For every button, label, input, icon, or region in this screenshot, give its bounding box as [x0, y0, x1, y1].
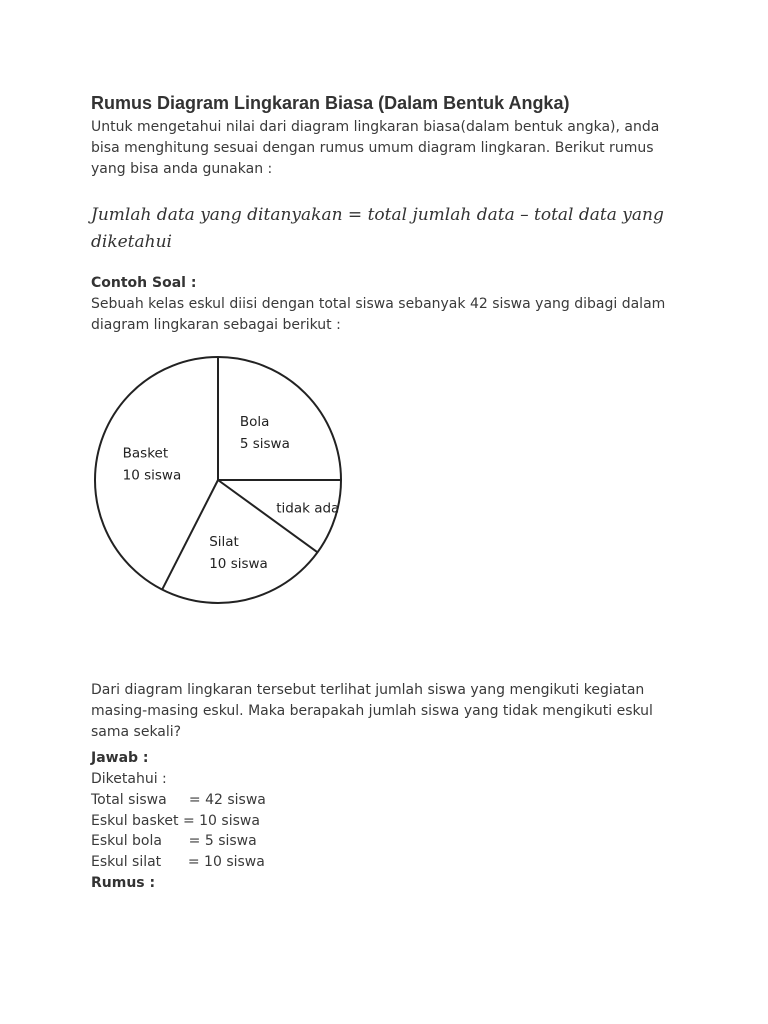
formula-text: Jumlah data yang ditanyakan = total jumlah data – total data yang diketahui: [91, 205, 664, 252]
contoh-heading: Contoh Soal :: [91, 275, 197, 291]
slice-label-bola-value: 5 siswa: [239, 436, 290, 453]
known-row-silat: Eskul silat = 10 siswa: [91, 854, 265, 871]
diketahui-label: Diketahui :: [91, 771, 167, 787]
rumus-heading: Rumus :: [91, 874, 156, 891]
pie-chart-svg: [91, 350, 351, 610]
answer-section: [91, 748, 491, 894]
slice-label-silat-name: Silat: [209, 533, 239, 550]
question-paragraph: Dari diagram lingkaran tersebut terlihat jumlah siswa yang mengikuti kegiatan masing-masing eskul. Maka berapakah jumlah siswa yang tidak mengikuti eskul sama sekali?: [91, 682, 653, 740]
page-title: Rumus Diagram Lingkaran Biasa (Dalam Bentuk Angka): [91, 93, 570, 113]
slice-label-basket-name: Basket: [122, 445, 169, 462]
slice-label-silat-value: 10 siswa: [209, 555, 268, 572]
intro-paragraph: Untuk mengetahui nilai dari diagram lingkaran biasa(dalam bentuk angka), anda bisa menghitung sesuai dengan rumus umum diagram lingkaran. Berikut rumus yang bisa anda gunakan :: [91, 119, 660, 177]
known-row-basket: Eskul basket = 10 siswa: [91, 812, 260, 829]
slice-label-bola-name: Bola: [239, 414, 270, 431]
known-row-total: Total siswa = 42 siswa: [91, 791, 266, 808]
slice-label-tidak-ada-name: tidak ada: [276, 500, 340, 517]
known-row-bola: Eskul bola = 5 siswa: [91, 833, 257, 850]
slice-label-basket-value: 10 siswa: [122, 467, 182, 484]
document-page: [91, 92, 691, 891]
contoh-paragraph: Sebuah kelas eskul diisi dengan total siswa sebanyak 42 siswa yang dibagi dalam diagram lingkaran sebagai berikut :: [91, 296, 666, 333]
jawab-heading: Jawab :: [91, 750, 149, 766]
pie-chart: [91, 350, 351, 610]
